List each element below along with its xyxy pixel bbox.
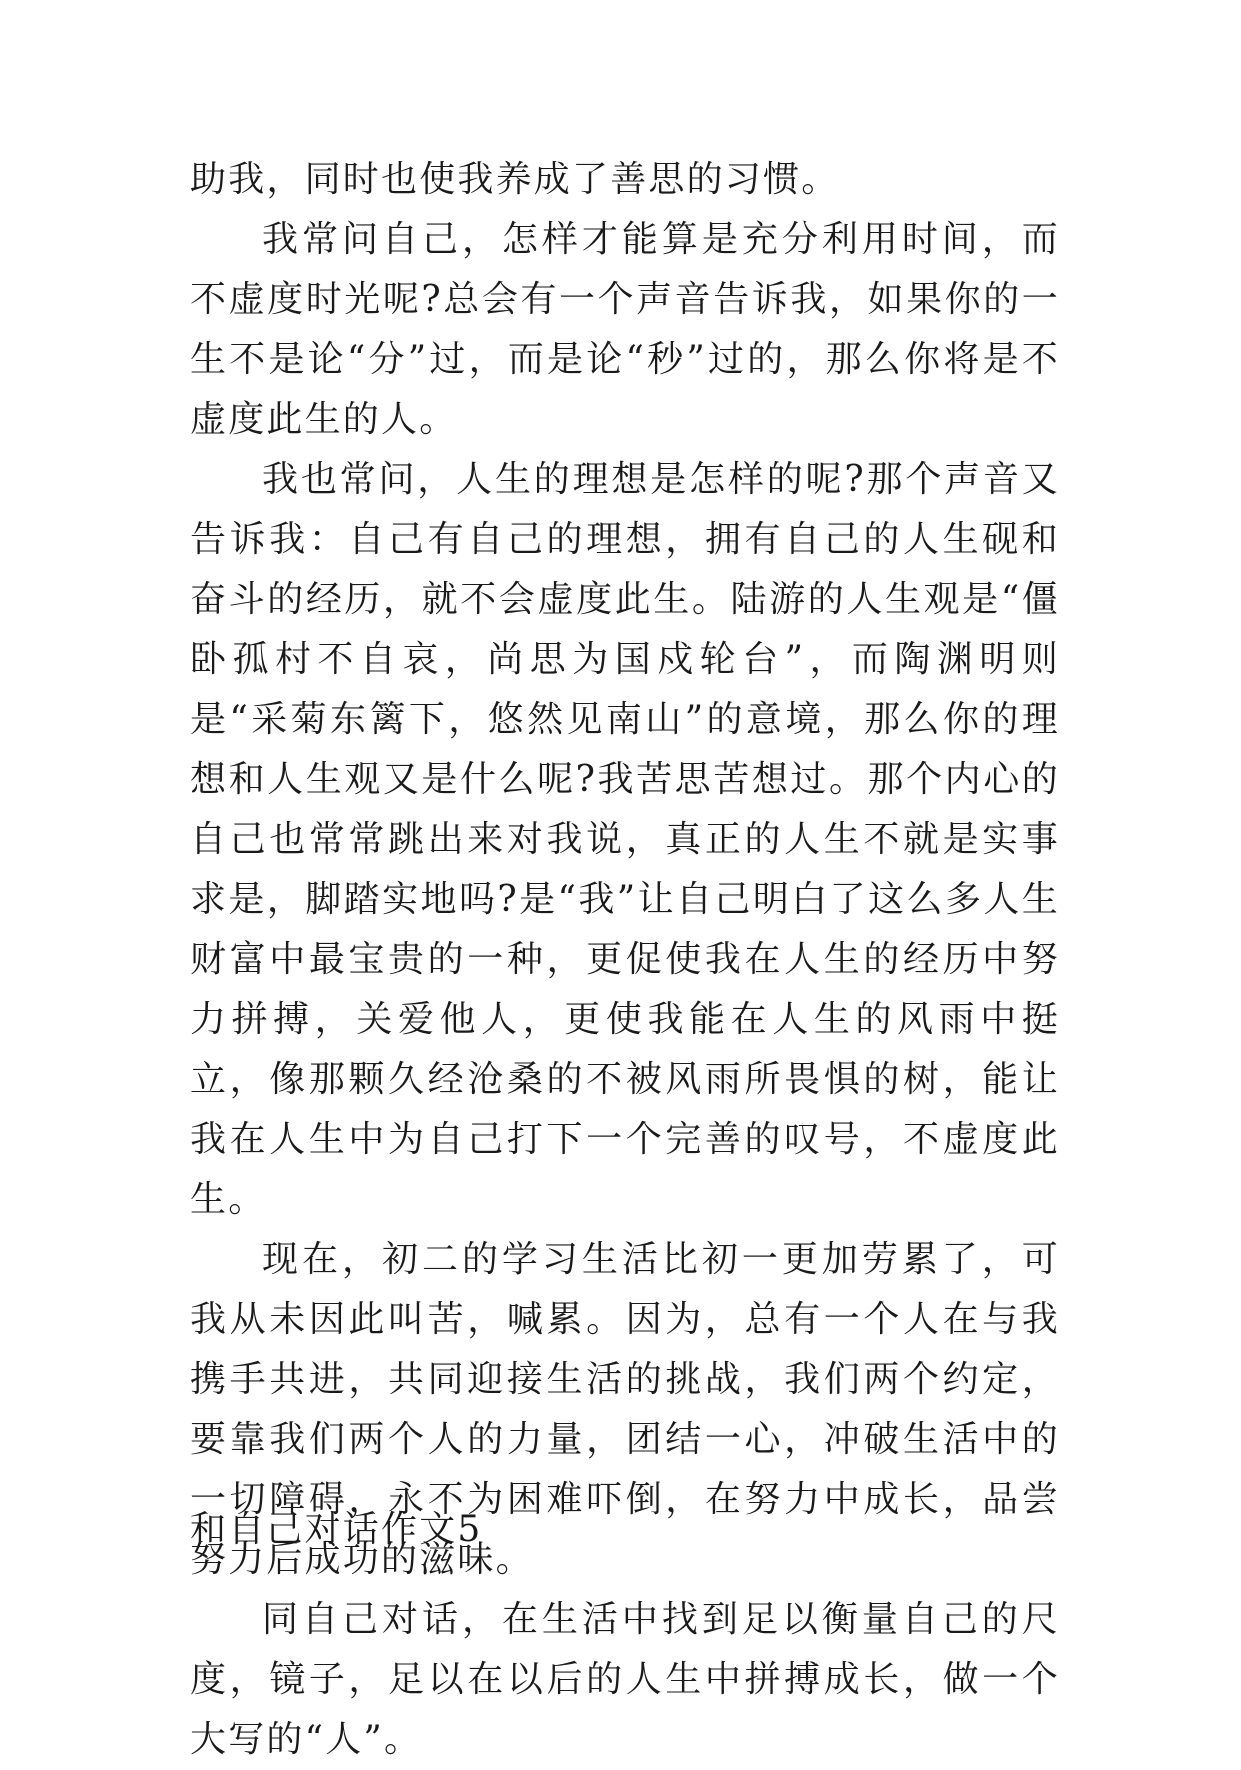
paragraph-conclusion: 同自己对话，在生活中找到足以衡量自己的尺度，镜子，足以在以后的人生中拼搏成长，做一个大写的“人”。 xyxy=(190,1599,1060,1760)
paragraph-ideals: 我也常问，人生的理想是怎样的呢?那个声音又告诉我：自己有自己的理想，拥有自己的人生砚和奋斗的经历，就不会虚度此生。陆游的人生观是“僵卧孤村不自哀，尚思为国戍轮台”，而陶渊明则是“采菊东篱下，悠然见南山”的意境，那么你的理想和人生观又是什么呢?我苦思苦想过。那个内心的自己也常常跳出来对我说，真正的人生不就是实事求是，脚踏实地吗?是“我”让自己明白了这么多人生财富中最宝贵的一种，更促使我在人生的经历中努力拼搏，关爱他人，更使我能在人生的风雨中挺立，像那颗久经沧桑的不被风雨所畏惧的树，能让我在人生中为自己打下一个完善的叹号，不虚度此生。 xyxy=(190,459,1060,1220)
paragraph-time: 我常问自己，怎样才能算是充分利用时间，而不虚度时光呢?总会有一个声音告诉我，如果你的一生不是论“分”过，而是论“秒”过的，那么你将是不虚度此生的人。 xyxy=(190,219,1060,440)
paragraph-study-life: 现在，初二的学习生活比初一更加劳累了，可我从未因此叫苦，喊累。因为，总有一个人在与我携手共进，共同迎接生活的挑战，我们两个约定，要靠我们两个人的力量，团结一心，冲破生活中的一切障碍，永不为困难吓倒，在努力中成长，品尝努力后成功的滋味。 xyxy=(190,1239,1060,1580)
section-heading: 和自己对话作文5 xyxy=(190,1509,483,1550)
paragraph-continuation: 助我，同时也使我养成了善思的习惯。 xyxy=(190,159,840,200)
